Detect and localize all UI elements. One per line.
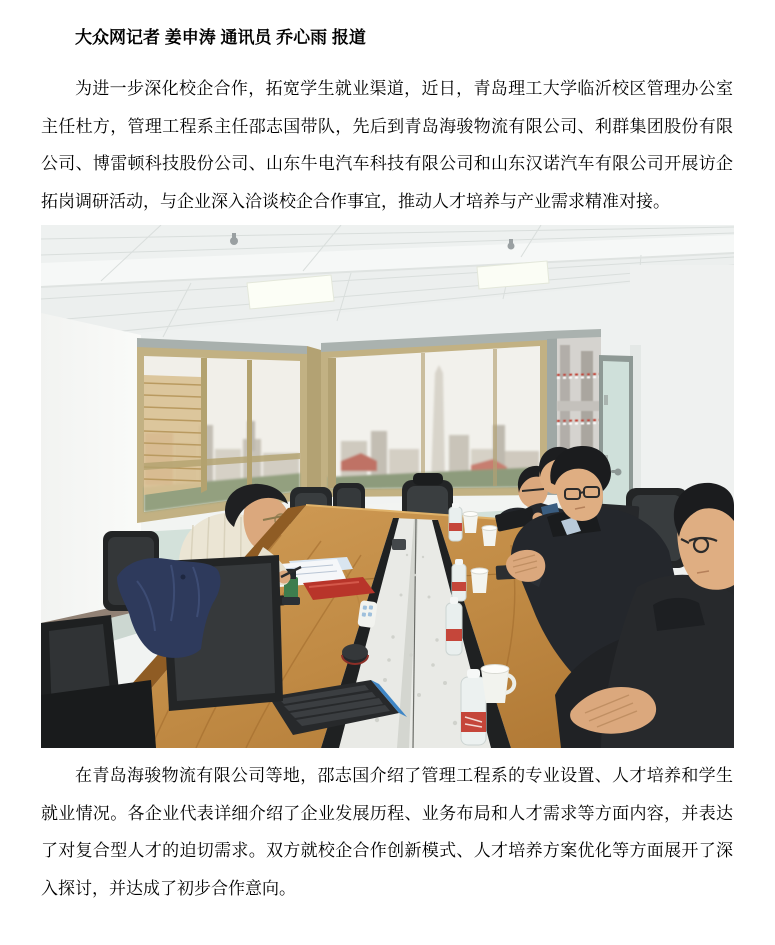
window-corner-post xyxy=(307,346,321,499)
small-remote xyxy=(392,539,406,550)
byline: 大众网记者 姜申涛 通讯员 乔心雨 报道 xyxy=(75,28,366,47)
paragraph-intro: 为进一步深化校企合作，拓宽学生就业渠道，近日，青岛理工大学临沂校区管理办公室主任杜方，管理工程系主任邵志国带队，先后到青岛海骏物流有限公司、利群集团股份有限公司、博雷顿科技股份公司、山东牛电汽车科技有限公司和山东汉诺汽车有限公司开展访企拓岗调研活动，与企业深入洽谈校企合作事宜，推动人才培养与产业需求精准对接。 xyxy=(41,79,733,211)
remote-control xyxy=(357,600,377,628)
center-window xyxy=(321,331,547,497)
paragraph-detail: 在青岛海骏物流有限公司等地，邵志国介绍了管理工程系的专业设置、人才培养和学生就业情况。各企业代表详细介绍了企业发展历程、业务布局和人才需求等方面内容，并表达了对复合型人才的迫切需求。双方就校企合作创新模式、人才培养方案优化等方面展开了深入探讨，并达成了初步合作意向。 xyxy=(41,766,733,898)
large-bottle xyxy=(461,669,486,745)
meeting-photo-figure xyxy=(41,225,733,748)
meeting-photo xyxy=(41,225,734,748)
speakerphone-puck xyxy=(342,644,368,664)
window-blinds xyxy=(144,375,201,495)
